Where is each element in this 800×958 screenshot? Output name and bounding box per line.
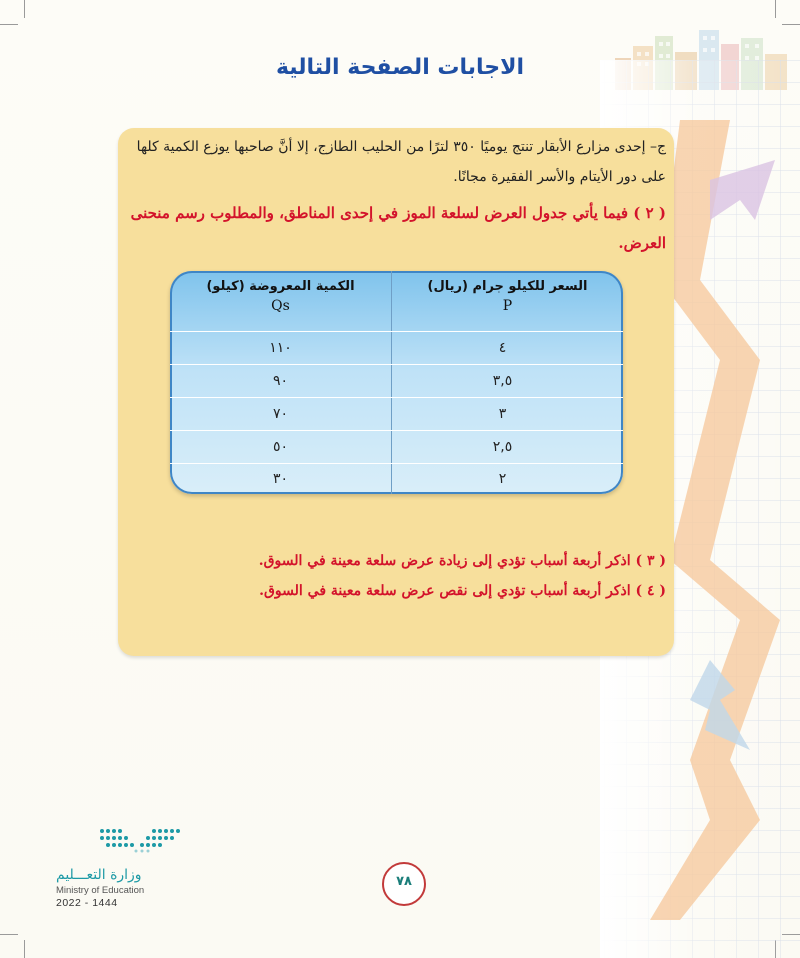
table-cell-price: ٣,٥ <box>492 373 513 389</box>
table-cell-quantity: ٣٠ <box>272 471 289 487</box>
page-number: ٧٨ <box>396 874 412 889</box>
quantity-column-header <box>170 279 391 314</box>
table-cell-price: ٢,٥ <box>492 439 513 455</box>
row-divider <box>170 331 623 332</box>
ministry-name-english: Ministry of Education <box>56 885 145 896</box>
table-cell-price: ٣ <box>498 406 507 422</box>
row-divider <box>170 397 623 398</box>
price-column-header <box>392 279 623 314</box>
question-2: ( ٢ ) فيما يأتي جدول العرض لسلعة الموز في إحدى المناطق، والمطلوب رسم منحنى العرض. <box>130 204 666 252</box>
table-cell-price: ٤ <box>498 340 507 356</box>
price-symbol: P <box>502 298 513 314</box>
question-3: ( ٣ ) اذكر أربعة أسباب تؤدي إلى زيادة عرض سلعة معينة في السوق. <box>258 553 666 569</box>
table-cell-quantity: ٧٠ <box>272 406 289 422</box>
table-cell-quantity: ١١٠ <box>269 340 292 356</box>
row-divider <box>170 430 623 431</box>
row-divider <box>170 364 623 365</box>
crop-mark <box>782 24 800 25</box>
table-cell-quantity: ٥٠ <box>272 439 289 455</box>
crop-mark <box>24 940 25 958</box>
page-title: الاجابات الصفحة التالية <box>275 55 525 80</box>
quantity-symbol: Qs <box>271 298 290 314</box>
page-number-badge <box>382 862 426 906</box>
ministry-name-arabic: وزارة التعـــليم <box>56 867 142 883</box>
ministry-year: 2022 - 1444 <box>56 897 118 909</box>
paragraph-c: ج– إحدى مزارع الأبقار تنتج يوميًا ٣٥٠ لترًا من الحليب الطازج، إلا أنَّ صاحبها يوزع الكمية كلها على دور الأيتام والأسر الفقيرة مجانًا. <box>136 139 666 185</box>
price-header-label: السعر للكيلو جرام (ريال) <box>427 279 588 294</box>
question-4: ( ٤ ) اذكر أربعة أسباب تؤدي إلى نقص عرض سلعة معينة في السوق. <box>259 583 666 599</box>
crop-mark <box>0 24 18 25</box>
quantity-header-label: الكمية المعروضة (كيلو) <box>206 279 355 294</box>
ministry-logo <box>40 825 190 915</box>
crop-mark <box>0 934 18 935</box>
crop-mark <box>24 0 25 18</box>
ministry-dots-icon <box>98 825 193 855</box>
table-cell-price: ٢ <box>498 471 507 487</box>
crop-mark <box>775 0 776 18</box>
table-cell-quantity: ٩٠ <box>272 373 289 389</box>
supply-table <box>170 271 623 494</box>
